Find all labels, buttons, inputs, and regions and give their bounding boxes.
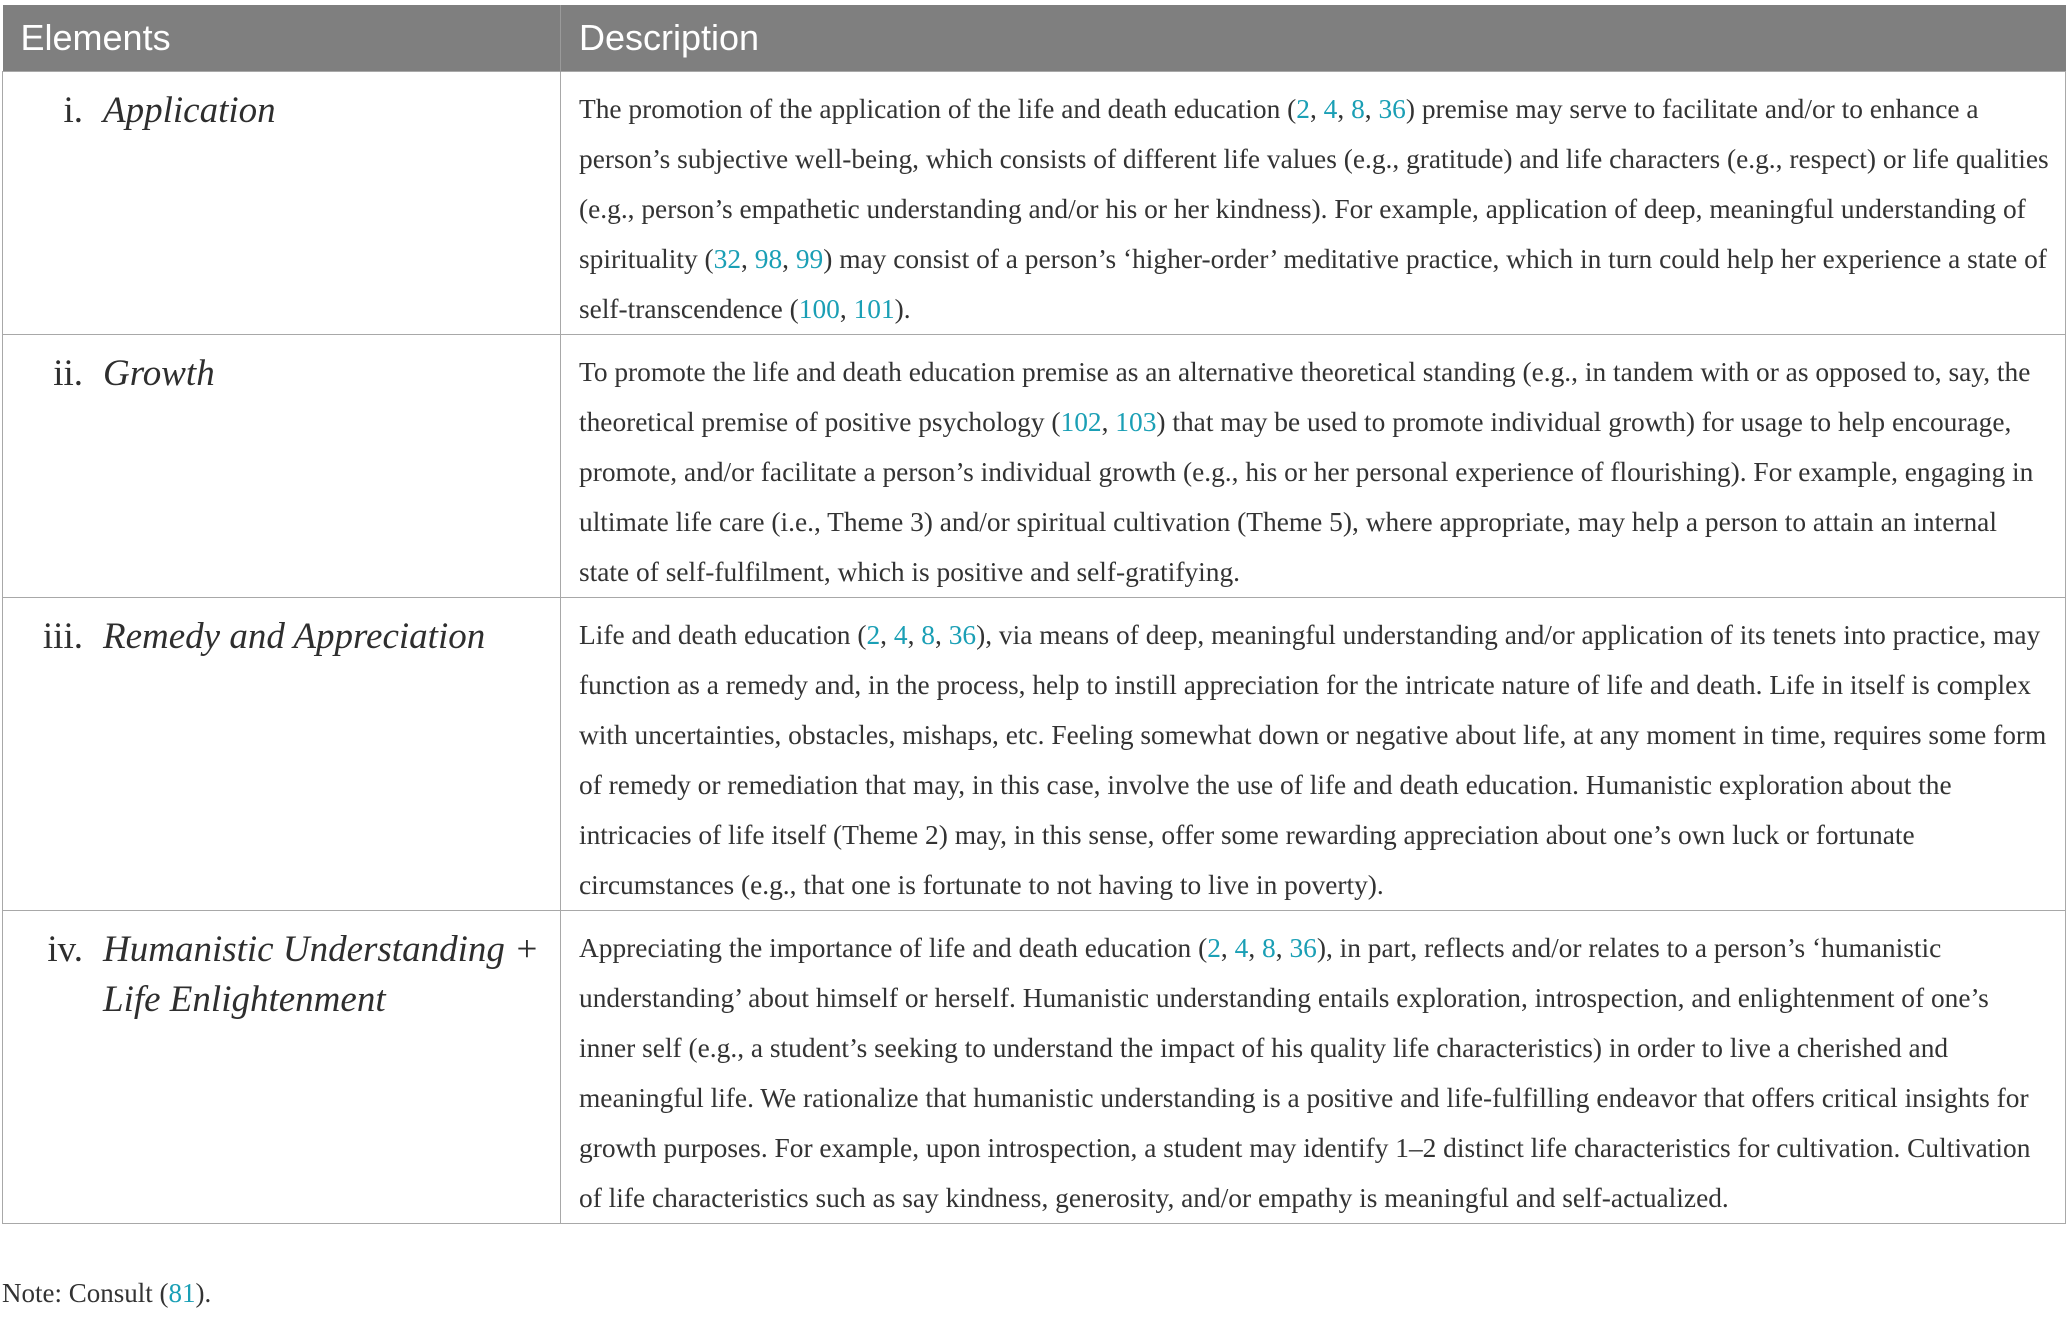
elements-table	[2, 5, 2066, 1224]
citation-link[interactable]: 8	[1351, 94, 1365, 124]
citation-link[interactable]: 103	[1115, 407, 1157, 437]
text-segment: The promotion of the application of the life and death education (	[579, 94, 1297, 124]
element-cell	[3, 911, 561, 1224]
citation-link[interactable]: 8	[921, 620, 935, 650]
element-numeral: iv.	[47, 929, 83, 970]
citation-link[interactable]: 2	[1296, 94, 1310, 124]
text-segment: ) that may be used to promote individual growth) for usage to help encourage, promote, and/or facilitate a person’s individual growth (e.g., his or her personal experience of flourishing). For example, engaging in ultimate life care (i.e., Theme 3) and/or spiritual cultivation (Theme 5), where appropriate, may help a person to attain an internal state of self-fulfilment, which is positive and self-gratifying.	[579, 407, 2034, 587]
element-name: Humanistic Understanding + Life Enlightenment	[103, 929, 540, 1020]
citation-link[interactable]: 4	[1323, 94, 1338, 124]
text-segment: ,	[1220, 933, 1235, 963]
table-note	[2, 1278, 211, 1309]
element-name: Growth	[103, 353, 215, 394]
citation-link[interactable]: 36	[948, 620, 977, 650]
citation-link[interactable]: 36	[1289, 933, 1317, 963]
citation-link[interactable]: 101	[853, 294, 895, 324]
header-description: Description	[561, 5, 2066, 72]
table-header-row	[3, 5, 2066, 72]
citation-link[interactable]: 100	[798, 294, 840, 324]
element-numeral: i.	[63, 90, 83, 131]
text-segment: Life and death education (	[579, 620, 867, 650]
text-segment: ,	[1364, 94, 1379, 124]
citation-link[interactable]: 32	[713, 244, 742, 274]
citation-link[interactable]: 2	[866, 620, 881, 650]
text-segment: ,	[1101, 407, 1116, 437]
text-segment: ,	[907, 620, 922, 650]
text-segment: Note: Consult (	[2, 1278, 169, 1308]
text-segment: ,	[782, 244, 796, 274]
text-segment: ,	[839, 294, 854, 324]
citation-link[interactable]: 8	[1262, 933, 1276, 963]
element-name: Application	[103, 90, 276, 131]
text-segment: ).	[195, 1278, 212, 1308]
text-segment: To promote the life and death education premise as an alternative theoretical standing (e.g., in tandem with or as opposed to, say, the theoretical premise of positive psychology (	[579, 357, 2031, 437]
text-segment: ,	[1337, 94, 1352, 124]
text-segment: ,	[741, 244, 755, 274]
text-segment: ,	[1248, 933, 1263, 963]
element-name: Remedy and Appreciation	[103, 616, 486, 657]
element-cell	[3, 598, 561, 911]
citation-link[interactable]: 4	[893, 620, 908, 650]
description-cell	[561, 911, 2066, 1224]
description-cell	[561, 598, 2066, 911]
citation-link[interactable]: 81	[168, 1278, 196, 1308]
citation-link[interactable]: 36	[1378, 94, 1406, 124]
text-segment: ), in part, reflects and/or relates to a person’s ‘humanistic understanding’ about himself or herself. Humanistic understanding entails exploration, introspection, and enlightenment of one’s inner self (e.g., a student’s seeking to understand the impact of his quality life characteristics) in order to live a cherished and meaningful life. We rationalize that humanistic understanding is a positive and life-fulfilling endeavor that offers critical insights for growth purposes. For example, upon introspection, a student may identify 1–2 distinct life characteristics for cultivation. Cultivation of life characteristics such as say kindness, generosity, and/or empathy is meaningful and self-actualized.	[579, 933, 2031, 1213]
text-segment: ) premise may serve to facilitate and/or to enhance a person’s subjective well-being, which consists of different life values (e.g., gratitude) and life characters (e.g., respect) or life qualities (e.g., person’s empathetic understanding and/or his or her kindness). For example, application of deep, meaningful understanding of spirituality (	[579, 94, 2049, 274]
element-cell	[3, 335, 561, 598]
element-numeral: ii.	[53, 353, 83, 394]
text-segment: ,	[880, 620, 894, 650]
text-segment: Appreciating the importance of life and death education (	[579, 933, 1208, 963]
description-cell	[561, 72, 2066, 335]
citation-link[interactable]: 98	[754, 244, 783, 274]
text-segment: ), via means of deep, meaningful understanding and/or application of its tenets into practice, may function as a remedy and, in the process, help to instill appreciation for the intricate nature of life and death. Life in itself is complex with uncertainties, obstacles, mishaps, etc. Feeling somewhat down or negative about life, at any moment in time, requires some form of remedy or remediation that may, in this case, involve the use of life and death education. Humanistic exploration about the intricacies of life itself (Theme 2) may, in this sense, offer some rewarding appreciation about one’s own luck or fortunate circumstances (e.g., that one is fortunate to not having to live in poverty).	[579, 620, 2047, 900]
table-row	[3, 335, 2066, 598]
citation-link[interactable]: 4	[1234, 933, 1249, 963]
header-elements: Elements	[3, 5, 561, 72]
text-segment: ,	[934, 620, 949, 650]
element-numeral: iii.	[42, 616, 83, 657]
table-row	[3, 598, 2066, 911]
description-cell	[561, 335, 2066, 598]
text-segment: ).	[894, 294, 911, 324]
table-row	[3, 911, 2066, 1224]
text-segment: ,	[1275, 933, 1290, 963]
text-segment: ,	[1309, 94, 1324, 124]
text-segment: ) may consist of a person’s ‘higher-order’ meditative practice, which in turn could help her experience a state of self-transcendence (	[579, 244, 2047, 324]
citation-link[interactable]: 102	[1060, 407, 1102, 437]
element-cell	[3, 72, 561, 335]
table-row	[3, 72, 2066, 335]
citation-link[interactable]: 2	[1207, 933, 1221, 963]
citation-link[interactable]: 99	[795, 244, 824, 274]
